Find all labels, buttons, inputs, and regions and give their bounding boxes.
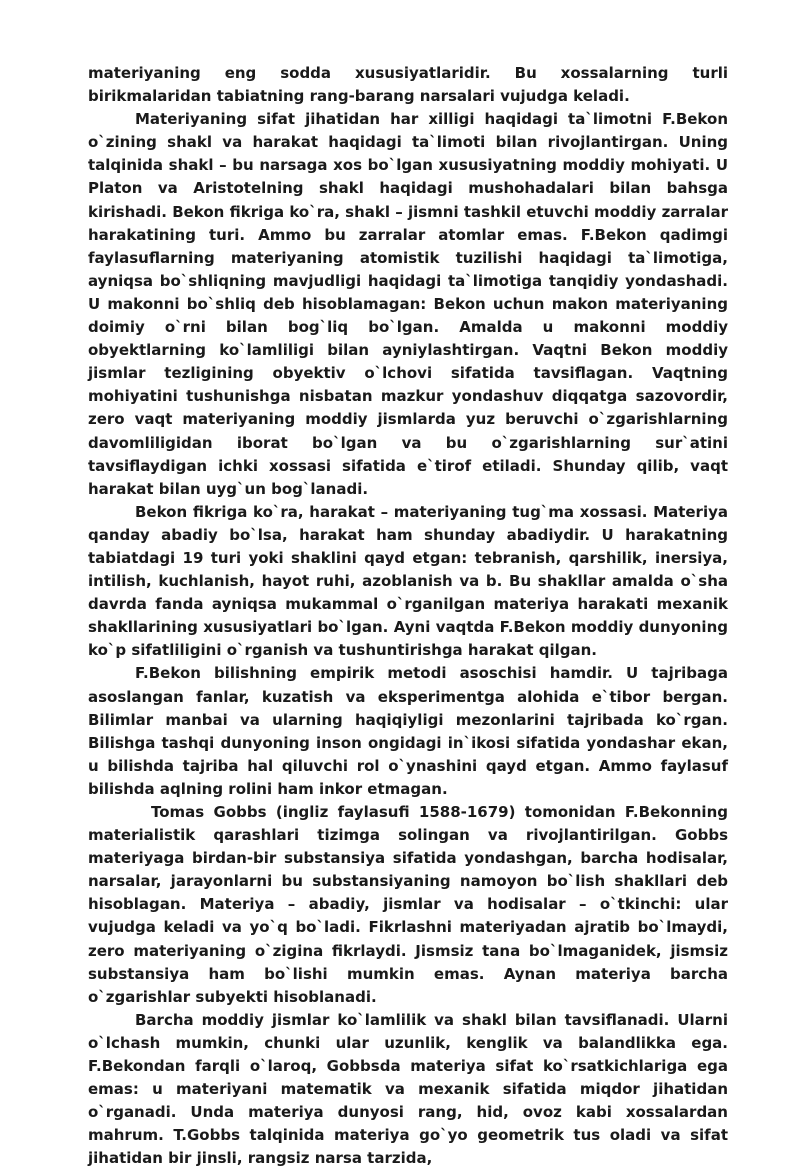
paragraph-bekon-motion: Bekon fikriga ko`ra, harakat – materiyaning tug`ma xossasi. Materiya qanday abadiy bo`lsa, harakat ham shunday abadiydir. U harakatning tabiatdagi 19 turi yoki shaklini qayd etgan: tebranish, qarshilik, inersiya, intilish, kuchlanish, hayot ruhi, azoblanish va b. Bu shakllar amalda o`sha davrda fanda ayniqsa mukammal o`rganilgan materiya harakati mexanik shakllarining xususiyatlari bo`lgan. Ayni vaqtda F.Bekon moddiy dunyoning ko`p sifatliligini o`rganish va tushuntirishga harakat qilgan. xyxy=(88,502,728,660)
paragraph-gobbs-bodies: Barcha moddiy jismlar ko`lamlilik va shakl bilan tavsiflanadi. Ularni o`lchash mumkin, chunki ular uzunlik, kenglik va balandlikka ega. F.Bekondan farqli o`laroq, Gobbsda materiya sifat ko`rsatkichlariga ega emas: u materiyani matematik va mexanik sifatida miqdor jihatidan o`rganadi. Unda materiya dunyosi rang, hid, ovoz kabi xossalardan mahrum. T.Gobbs talqinida materiya go`yo geometrik tus oladi va sifat jihatidan bir jinsli, rangsiz narsa tarzida, xyxy=(88,1010,728,1168)
paragraph-continuation: materiyaning eng sodda xususiyatlaridir. Bu xossalarning turli birikmalaridan tabiatning rang-barang narsalari vujudga keladi. xyxy=(88,64,728,106)
paragraph-bekon-empiricism: F.Bekon bilishning empirik metodi asoschisi hamdir. U tajribaga asoslangan fanlar, kuzatish va eksperimentga alohida e`tibor bergan. Bilimlar manbai va ularning haqiqiyligi mezonlarini tajribada ko`rgan. Bilishga tashqi dunyoning inson ongidagi in`ikosi sifatida yondashar ekan, u bilishda tajriba hal qiluvchi rol o`ynashini qayd etgan. Ammo faylasuf bilishda aqlning rolini ham inkor etmagan. xyxy=(88,664,728,798)
paragraph-gobbs-substance: Tomas Gobbs (ingliz faylasufi 1588-1679) tomonidan F.Bekonning materialistik qarashlari tizimga solingan va rivojlantirilgan. Gobbs materiyaga birdan-bir substansiya sifatida yondashgan, barcha hodisalar, narsalar, jarayonlarni bu substansiyaning namoyon bo`lish shakllari deb hisoblagan. Materiya – abadiy, jismlar va hodisalar – o`tkinchi: ular vujudga keladi va yo`q bo`ladi. Fikrlashni materiyadan ajratib bo`lmaydi, zero materiyaning o`zigina fikrlaydi. Jismsiz tana bo`lmaganidek, jismsiz substansiya ham bo`lishi mumkin emas. Aynan materiya barcha o`zgarishlar subyekti hisoblanadi. xyxy=(88,803,728,1006)
paragraph-bekon-form: Materiyaning sifat jihatidan har xilligi haqidagi ta`limotni F.Bekon o`zining shakl va harakat haqidagi ta`limoti bilan rivojlantirgan. Uning talqinida shakl – bu narsaga xos bo`lgan xususiyatning moddiy mohiyati. U Platon va Aristotelning shakl haqidagi mushohadalari bilan bahsga kirishadi. Bekon fikriga ko`ra, shakl – jismni tashkil etuvchi moddiy zarralar harakatining turi. Ammo bu zarralar atomlar emas. F.Bekon qadimgi faylasuflarning materiyaning atomistik tuzilishi haqidagi ta`limotiga, ayniqsa bo`shliqning mavjudligi haqidagi ta`limotiga tanqidiy yondashadi. U makonni bo`shliq deb hisoblamagan: Bekon uchun makon materiyaning doimiy o`rni bilan bog`liq bo`lgan. Amalda u makonni moddiy obyektlarning ko`lamliligi bilan ayniylashtirgan. Vaqtni Bekon moddiy jismlar tezligining obyektiv o`lchovi sifatida tavsiflagan. Vaqtning mohiyatini tushunishga nisbatan mazkur yondashuv diqqatga sazovordir, zero vaqt materiyaning moddiy jismlarda yuz beruvchi o`zgarishlarning davomliligidan iborat bo`lgan va bu o`zgarishlarning sur`atini tavsiflaydigan ichki xossasi sifatida e`tirof etiladi. Shunday qilib, vaqt harakat bilan uyg`un bog`lanadi. xyxy=(88,110,728,498)
